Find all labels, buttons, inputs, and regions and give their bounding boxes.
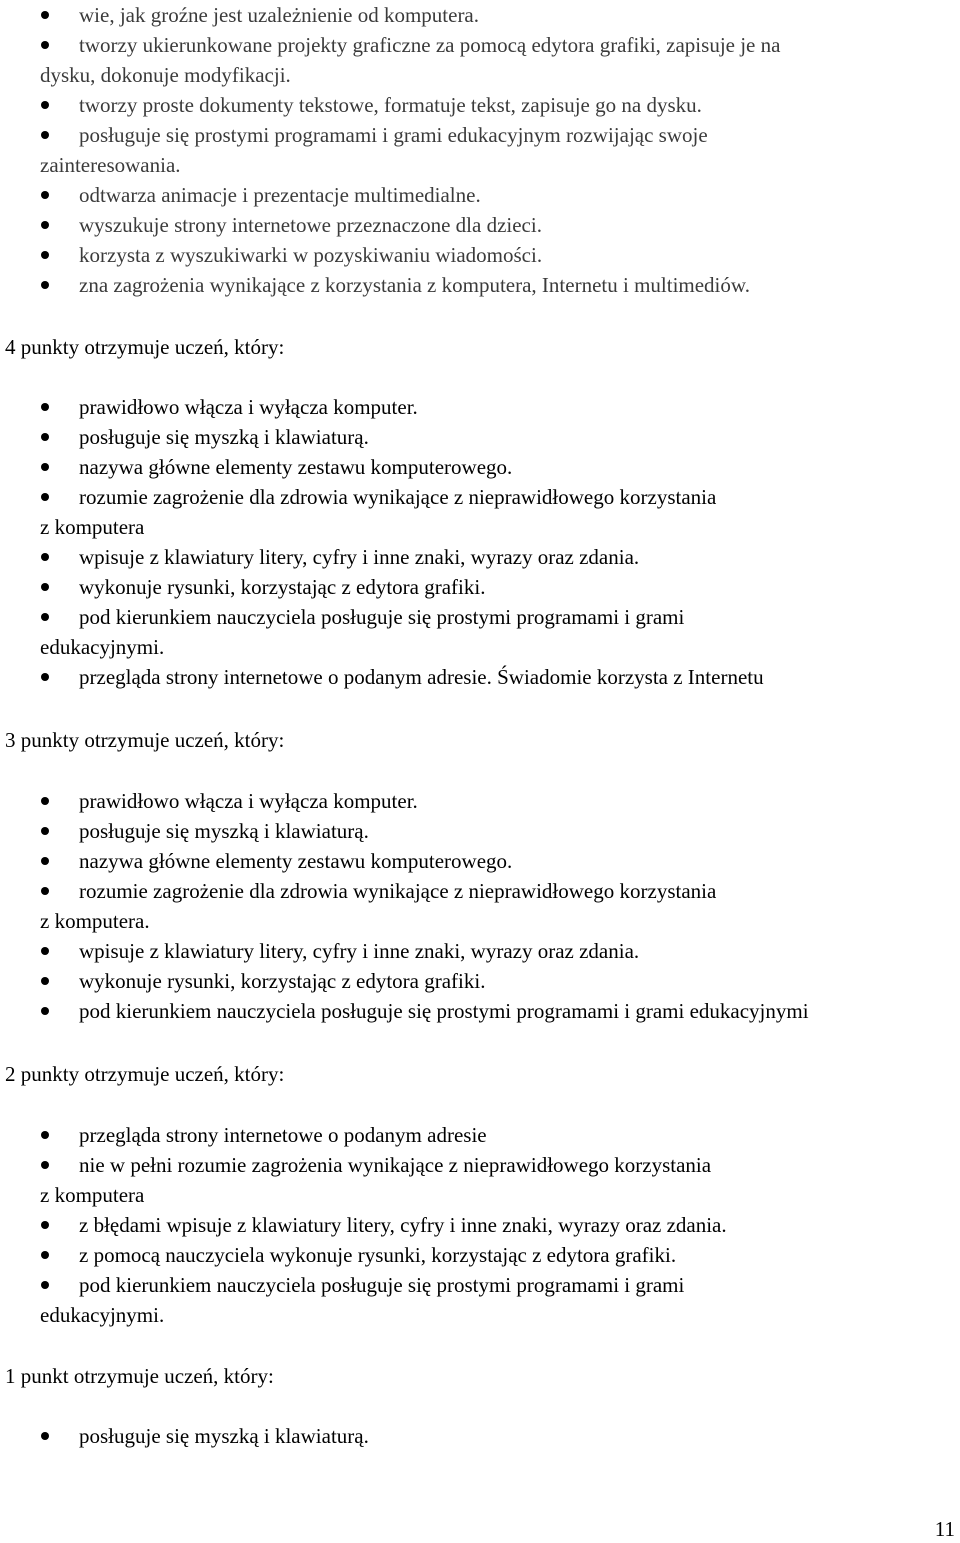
list-item: nazywa główne elementy zestawu komputerowego. — [0, 846, 960, 876]
section-1-list — [0, 1421, 960, 1451]
bullet-icon — [41, 977, 49, 985]
section-2-heading: 2 punkty otrzymuje uczeń, który: — [5, 1062, 285, 1086]
list-item: posługuje się myszką i klawiaturą. — [0, 1421, 960, 1451]
section-3-list — [0, 786, 960, 1026]
bullet-icon — [41, 673, 49, 681]
list-item: przegląda strony internetowe o podanym adresie — [0, 1120, 960, 1150]
bullet-icon — [41, 403, 49, 411]
list-item: rozumie zagrożenie dla zdrowia wynikające z nieprawidłowego korzystania z komputera — [40, 485, 717, 539]
list-item: wpisuje z klawiatury litery, cyfry i inne znaki, wyrazy oraz zdania. — [0, 936, 960, 966]
list-item: wykonuje rysunki, korzystając z edytora grafiki. — [0, 572, 960, 602]
bullet-icon — [41, 1221, 49, 1229]
list-item: wyszukuje strony internetowe przeznaczone dla dzieci. — [0, 210, 960, 240]
list-item: przegląda strony internetowe o podanym adresie. Świadomie korzysta z Internetu — [0, 662, 960, 692]
list-item: wpisuje z klawiatury litery, cyfry i inne znaki, wyrazy oraz zdania. — [0, 542, 960, 572]
section-2-list — [0, 1120, 960, 1330]
list-item: pod kierunkiem nauczyciela posługuje się prostymi programami i grami edukacyjnymi. — [40, 605, 685, 659]
page-number: 11 — [934, 1517, 955, 1541]
bullet-icon — [41, 251, 49, 259]
bullet-icon — [41, 281, 49, 289]
bullet-icon — [41, 827, 49, 835]
list-item: posługuje się prostymi programami i grami edukacyjnym rozwijając swoje zainteresowania. — [40, 123, 708, 177]
bullet-icon — [41, 583, 49, 591]
list-item: z błędami wpisuje z klawiatury litery, cyfry i inne znaki, wyrazy oraz zdania. — [0, 1210, 960, 1240]
list-item: odtwarza animacje i prezentacje multimedialne. — [0, 180, 960, 210]
list-item: z pomocą nauczyciela wykonuje rysunki, korzystając z edytora grafiki. — [0, 1240, 960, 1270]
list-item: nazywa główne elementy zestawu komputerowego. — [0, 452, 960, 482]
list-item: prawidłowo włącza i wyłącza komputer. — [0, 786, 960, 816]
list-item: posługuje się myszką i klawiaturą. — [0, 422, 960, 452]
bullet-icon — [41, 1432, 49, 1440]
list-item: tworzy ukierunkowane projekty graficzne za pomocą edytora grafiki, zapisuje je na dysku, dokonuje modyfikacji. — [40, 33, 781, 87]
bullet-icon — [41, 101, 49, 109]
bullet-icon — [41, 11, 49, 19]
list-item: korzysta z wyszukiwarki w pozyskiwaniu wiadomości. — [0, 240, 960, 270]
section-3-heading: 3 punkty otrzymuje uczeń, który: — [5, 728, 285, 752]
section-4-list — [0, 392, 960, 692]
bullet-icon — [41, 1251, 49, 1259]
section-1-heading: 1 punkt otrzymuje uczeń, który: — [5, 1364, 274, 1388]
bullet-icon — [41, 131, 49, 139]
list-item: tworzy proste dokumenty tekstowe, formatuje tekst, zapisuje go na dysku. — [0, 90, 960, 120]
bullet-icon — [41, 553, 49, 561]
bullet-icon — [41, 191, 49, 199]
bullet-icon — [41, 857, 49, 865]
bullet-icon — [41, 1161, 49, 1169]
bullet-icon — [41, 433, 49, 441]
bullet-icon — [41, 463, 49, 471]
list-item: posługuje się myszką i klawiaturą. — [0, 816, 960, 846]
bullet-icon — [41, 41, 49, 49]
bullet-icon — [41, 613, 49, 621]
section-4-heading: 4 punkty otrzymuje uczeń, który: — [5, 335, 285, 359]
list-item: prawidłowo włącza i wyłącza komputer. — [0, 392, 960, 422]
bullet-icon — [41, 797, 49, 805]
list-item: rozumie zagrożenie dla zdrowia wynikające z nieprawidłowego korzystania z komputera. — [40, 879, 717, 933]
bullet-icon — [41, 221, 49, 229]
list-item: pod kierunkiem nauczyciela posługuje się prostymi programami i grami edukacyjnymi — [0, 996, 960, 1026]
list-item: nie w pełni rozumie zagrożenia wynikające z nieprawidłowego korzystania z komputera — [40, 1153, 712, 1207]
bullet-icon — [41, 887, 49, 895]
bullet-icon — [41, 947, 49, 955]
list-item: pod kierunkiem nauczyciela posługuje się prostymi programami i grami edukacyjnymi. — [40, 1273, 685, 1327]
list-item: zna zagrożenia wynikające z korzystania z komputera, Internetu i multimediów. — [0, 270, 960, 300]
bullet-icon — [41, 493, 49, 501]
bullet-icon — [41, 1131, 49, 1139]
bullet-icon — [41, 1281, 49, 1289]
top-list — [0, 0, 960, 300]
bullet-icon — [41, 1007, 49, 1015]
list-item: wie, jak groźne jest uzależnienie od komputera. — [0, 0, 960, 30]
list-item: wykonuje rysunki, korzystając z edytora grafiki. — [0, 966, 960, 996]
